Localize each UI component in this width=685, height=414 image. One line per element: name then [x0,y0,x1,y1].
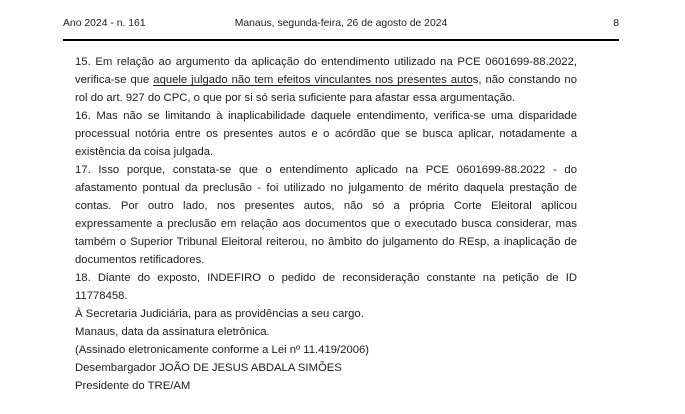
paragraph-18 [75,269,577,305]
document-body [75,53,577,395]
text-segment: verifica-se que [75,74,154,86]
page-header [63,17,619,41]
text-line: 11778458. [75,290,128,302]
signature-law-note: (Assinado eletronicamente conforme a Lei nº 11.419/2006) [75,344,370,356]
text-line [75,71,577,89]
text-line: 17. Isso porque, constata-se que o entendimento aplicado na PCE 0601699-88.2022 - do [75,164,577,176]
closing-secretaria-line: À Secretaria Judiciária, para as providências a seu cargo. [75,308,364,320]
text-line: expressamente a preclusão em relação aos documentos que o executado busca considerar, mas [75,218,577,230]
paragraph-15 [75,53,577,107]
text-line: documentos retificadores. [75,254,205,266]
paragraph-17 [75,161,577,269]
text-line: 16. Mas não se limitando à inaplicabilidade daquele entendimento, verifica-se uma disparidade [75,110,577,122]
text-segment: s, não constando no [472,74,577,86]
text-line: também o Superior Tribunal Eleitoral reiterou, no âmbito do julgamento do REsp, a inaplicação de [75,236,577,248]
text-line: contas. Por outro lado, nos presentes autos, não só a própria Corte Eleitoral aplicou [75,200,577,212]
text-line: afastamento pontual da preclusão - foi utilizado no julgamento de mérito daquela prestação de [75,182,577,194]
header-edition: Ano 2024 - n. 161 [63,18,146,29]
closing-block [75,305,577,395]
text-line: 18. Diante do exposto, INDEFIRO o pedido de reconsideração constante na petição de ID [75,272,577,284]
underlined-text: aquele julgado não tem efeitos vinculantes nos presentes auto [153,74,473,86]
signatory-name: Desembargador JOÃO DE JESUS ABDALA SIMÕES [75,362,342,374]
paragraph-16 [75,107,577,161]
text-line: 15. Em relação ao argumento da aplicação do entendimento utilizado na PCE 0601699-88.2022, [75,56,577,68]
signatory-title: Presidente do TRE/AM [75,380,191,392]
closing-place-date-line: Manaus, data da assinatura eletrônica. [75,326,270,338]
text-line: processual notória entre os presentes autos e o acórdão que se busca aplicar, notadamente a [75,128,577,140]
text-line: rol do art. 927 do CPC, o que por si só seria suficiente para afastar essa argumentação. [75,92,516,104]
text-line: existência da coisa julgada. [75,146,214,158]
header-date: Manaus, segunda-feira, 26 de agosto de 2024 [234,18,448,29]
header-page-number: 8 [613,18,619,29]
